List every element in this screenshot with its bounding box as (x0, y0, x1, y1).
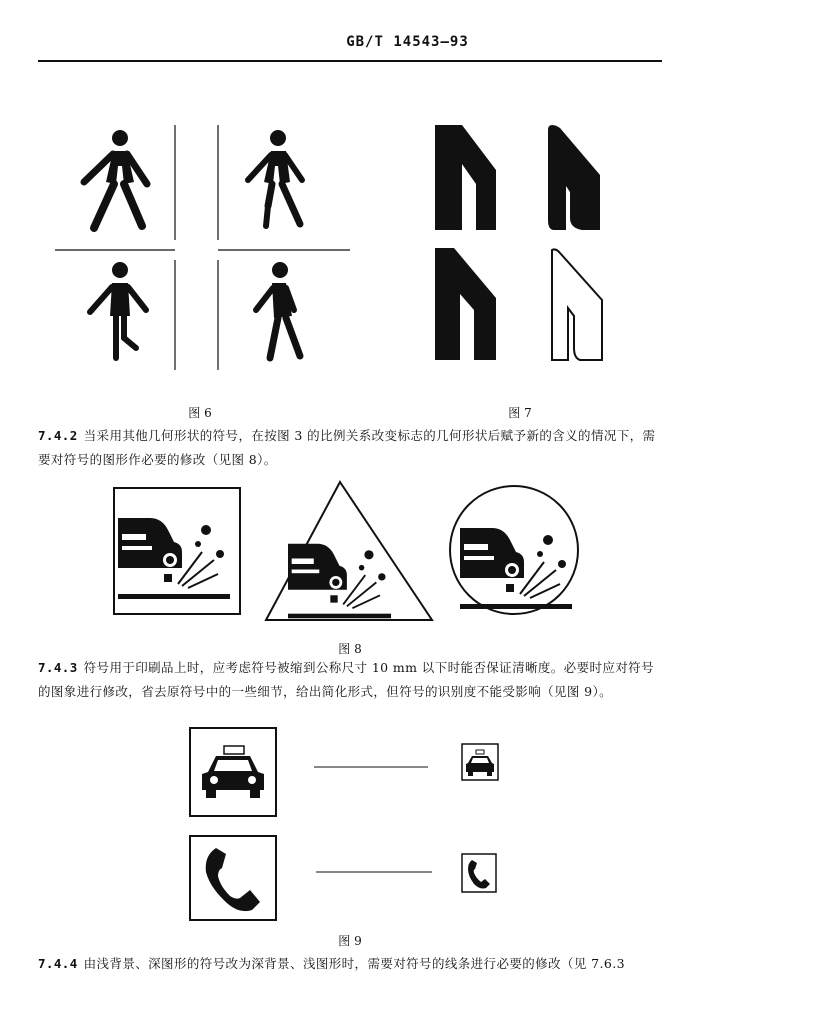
taxi-icon (462, 744, 498, 780)
paragraph-7-4-4 (38, 952, 666, 976)
car-falling-rocks-icon (266, 482, 432, 620)
figure-9 (188, 726, 518, 926)
paragraph-text: 当采用其他几何形状的符号，在按图 3 的比例关系改变标志的几何形状后赋予新的含义的情况下，需要对符号的图形作必要的修改（见图 8）。 (38, 428, 656, 467)
section-number: 7.4.3 (38, 660, 78, 675)
figure-6-caption: 图 6 (188, 406, 212, 420)
taxi-icon (190, 728, 276, 816)
figure-6 (50, 120, 380, 385)
figure-8 (110, 478, 600, 628)
paragraph-text: 符号用于印刷品上时，应考虑符号被缩到公称尺寸 10 mm 以下时能否保证清晰度。必要时应对符号的图象进行修改，省去原符号中的一些细节，给出简化形式，但符号的识别度不能受影响（见图 9）。 (38, 660, 654, 699)
pedestrian-icon (256, 262, 300, 358)
telephone-handset-icon (190, 836, 276, 920)
lane-merge-icon (435, 248, 496, 360)
header-rule (38, 60, 662, 62)
pedestrian-icon (84, 130, 147, 228)
figure-8-caption: 图 8 (338, 642, 362, 656)
section-number: 7.4.2 (38, 428, 78, 443)
lane-merge-icon (435, 125, 496, 230)
paragraph-7-4-3 (38, 656, 666, 704)
lane-merge-icon (552, 249, 602, 360)
figure-7-caption: 图 7 (508, 406, 532, 420)
figure-7 (430, 120, 620, 370)
lane-merge-icon (548, 125, 600, 230)
pedestrian-icon (248, 130, 302, 226)
figure-9-caption: 图 9 (338, 934, 362, 948)
telephone-handset-icon (462, 854, 496, 892)
paragraph-text: 由浅背景、深图形的符号改为深背景、浅图形时，需要对符号的线条进行必要的修改（见 7.6.3 (83, 956, 625, 971)
paragraph-7-4-2 (38, 424, 666, 472)
car-falling-rocks-icon (114, 488, 240, 614)
pedestrian-icon (90, 262, 146, 358)
section-number: 7.4.4 (38, 956, 78, 971)
car-falling-rocks-icon (450, 486, 578, 614)
standard-code-header: GB/T 14543—93 (346, 34, 469, 50)
